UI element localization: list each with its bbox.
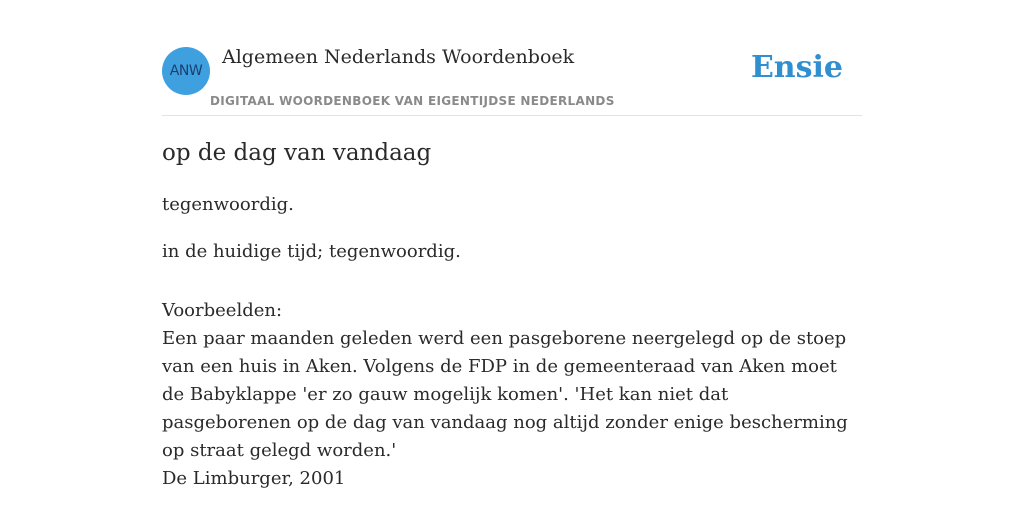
examples-heading: Voorbeelden: (162, 300, 283, 321)
anw-logo[interactable] (162, 47, 210, 95)
ensie-brand-logo[interactable]: Ensie (750, 50, 843, 85)
site-subtitle: DIGITAAL WOORDENBOEK VAN EIGENTIJDSE NEDERLANDS (210, 94, 615, 108)
examples-section (162, 297, 862, 493)
example-text: Een paar maanden geleden werd een pasgeborene neergelegd op de stoep van een huis in Aken. Volgens de FDP in de gemeenteraad van Aken moet de Babyklappe 'er zo gauw mogelijk komen'. 'Het kan niet dat pasgeborenen op de dag van vandaag nog altijd zonder enige bescherming op straat gelegd worden.' (162, 328, 848, 461)
site-title[interactable]: Algemeen Nederlands Woordenboek (222, 46, 575, 68)
anw-logo-text: ANW (169, 63, 203, 79)
entry-term: op de dag van vandaag (162, 140, 432, 166)
short-definition: tegenwoordig. (162, 194, 294, 215)
entry-card (162, 0, 862, 489)
header (162, 0, 862, 116)
example-source: De Limburger, 2001 (162, 468, 346, 489)
long-definition: in de huidige tijd; tegenwoordig. (162, 241, 461, 262)
